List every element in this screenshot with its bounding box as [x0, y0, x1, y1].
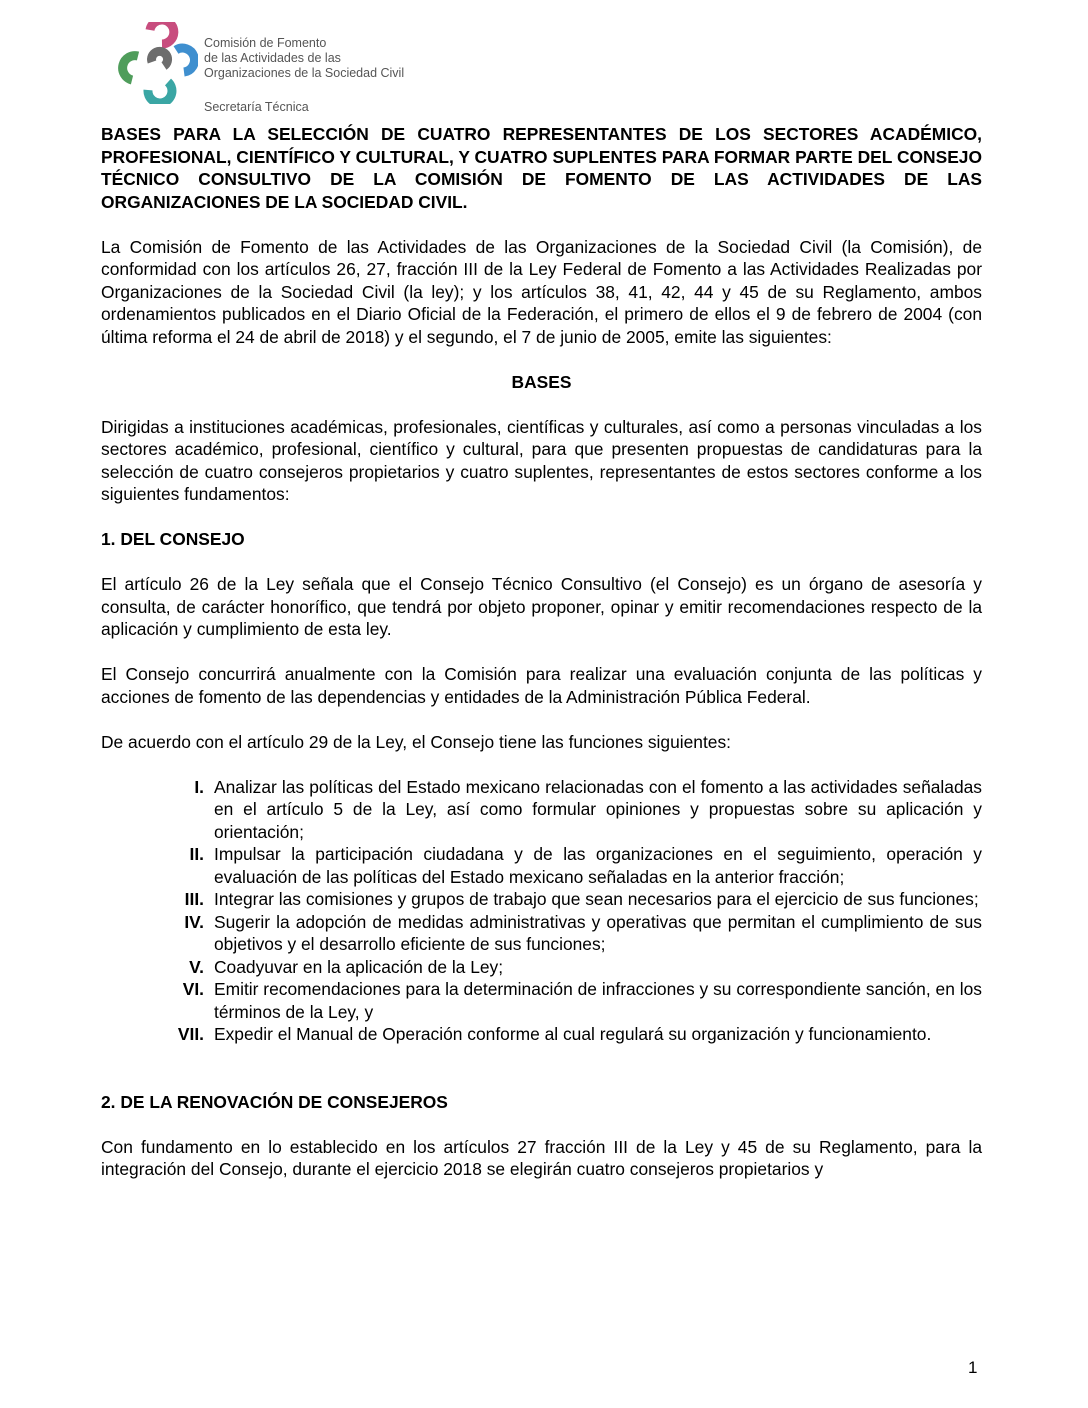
- org-name-line2: de las Actividades de las: [204, 51, 341, 65]
- list-item-text: Expedir el Manual de Operación conforme al cual regulará su organización y funcionamiento.: [214, 1024, 932, 1044]
- document-body: [101, 123, 982, 1181]
- list-item-text: Emitir recomendaciones para la determinación de infracciones y su correspondiente sanción, en los términos de la Ley, y: [214, 979, 982, 1022]
- list-item-text: Analizar las políticas del Estado mexicano relacionadas con el fomento a las actividades señaladas en el artículo 5 de la Ley, así como formular opiniones y propuestas sobre su aplicación y orientación;: [214, 776, 982, 842]
- list-item: [101, 911, 982, 956]
- page-number: 1: [968, 1358, 978, 1377]
- list-item-number: I.: [194, 776, 204, 797]
- list-item-number: III.: [184, 889, 204, 909]
- org-name-line1: Comisión de Fomento: [204, 36, 327, 50]
- list-item-number: VI.: [182, 979, 204, 999]
- list-item-number: VII.: [177, 1024, 204, 1044]
- bases-heading: BASES: [511, 371, 572, 392]
- list-item: [101, 843, 982, 888]
- section-1-paragraph-3: De acuerdo con el artículo 29 de la Ley, el Consejo tiene las funciones siguientes:: [101, 731, 731, 752]
- org-name-line3: Organizaciones de la Sociedad Civil: [204, 66, 405, 80]
- intro-paragraph: La Comisión de Fomento de las Actividades de las Organizaciones de la Sociedad Civil (la Comisión), de conformidad con los artículos 26, 27, fracción III de la Ley Federal de Fomento a las Actividades Realizadas por Organizaciones de la Sociedad Civil (la ley); y los artículos 38, 41, 42, 44 y 45 de su Reglamento, ambos ordenamientos publicados en el Diario Oficial de la Federación, el primero de ellos el 9 de febrero de 2004 (con última reforma el 24 de abril de 2018) y el segundo, el 7 de junio de 2005, emite las siguientes:: [101, 236, 982, 347]
- section-1-heading: 1. DEL CONSEJO: [101, 529, 245, 549]
- bases-paragraph: Dirigidas a instituciones académicas, profesionales, científicas y culturales, así como a personas vinculadas a los sectores académico, profesional, científico y cultural, para que presenten propuestas de candidaturas para la selección de cuatro consejeros propietarios y cuatro suplentes, representantes de estos sectores conforme a los siguientes fundamentos:: [101, 416, 982, 504]
- functions-list: [101, 776, 982, 1046]
- list-item: [101, 978, 982, 1023]
- section-2-paragraph-1: Con fundamento en lo establecido en los artículos 27 fracción III de la Ley y 45 de su Reglamento, para la integración del Consejo, durante el ejercicio 2018 se elegirán cuatro consejeros propietarios y: [101, 1136, 982, 1179]
- org-name: [204, 36, 404, 81]
- document-title: BASES PARA LA SELECCIÓN DE CUATRO REPRESENTANTES DE LOS SECTORES ACADÉMICO, PROFESIONAL, CIENTÍFICO Y CULTURAL, Y CUATRO SUPLENTES PARA FORMAR PARTE DEL CONSEJO TÉCNICO CONSULTIVO DE LA COMISIÓN DE FOMENTO DE LAS ACTIVIDADES DE LAS ORGANIZACIONES DE LA SOCIEDAD CIVIL.: [101, 124, 982, 212]
- list-item-number: V.: [189, 956, 204, 977]
- list-item-text: Coadyuvar en la aplicación de la Ley;: [214, 956, 504, 977]
- list-item-text: Sugerir la adopción de medidas administrativas y operativas que permitan el cumplimiento de sus objetivos y el desarrollo eficiente de sus funciones;: [214, 911, 982, 954]
- list-item: [101, 956, 982, 979]
- org-subtitle: Secretaría Técnica: [204, 100, 309, 114]
- org-logo: [118, 22, 408, 118]
- list-item-number: IV.: [184, 911, 204, 932]
- list-item: [101, 1023, 982, 1046]
- interlocking-c-logo-icon: [118, 22, 198, 104]
- section-1-paragraph-2: El Consejo concurrirá anualmente con la Comisión para realizar una evaluación conjunta de las políticas y acciones de fomento de las dependencias y entidades de la Administración Pública Federal.: [101, 664, 982, 707]
- list-item: [101, 776, 982, 844]
- list-item-number: II.: [189, 844, 204, 864]
- list-item-text: Impulsar la participación ciudadana y de las organizaciones en el seguimiento, operación y evaluación de las políticas del Estado mexicano señaladas en la anterior fracción;: [214, 844, 982, 887]
- list-item-text: Integrar las comisiones y grupos de trabajo que sean necesarios para el ejercicio de sus funciones;: [214, 889, 979, 909]
- section-2-heading: 2. DE LA RENOVACIÓN DE CONSEJEROS: [101, 1091, 448, 1112]
- section-1-paragraph-1: El artículo 26 de la Ley señala que el Consejo Técnico Consultivo (el Consejo) es un órgano de asesoría y consulta, de carácter honorífico, que tendrá por objeto proponer, opinar y emitir recomendaciones respecto de la aplicación y cumplimiento de esta ley.: [101, 574, 982, 639]
- list-item: [101, 888, 982, 911]
